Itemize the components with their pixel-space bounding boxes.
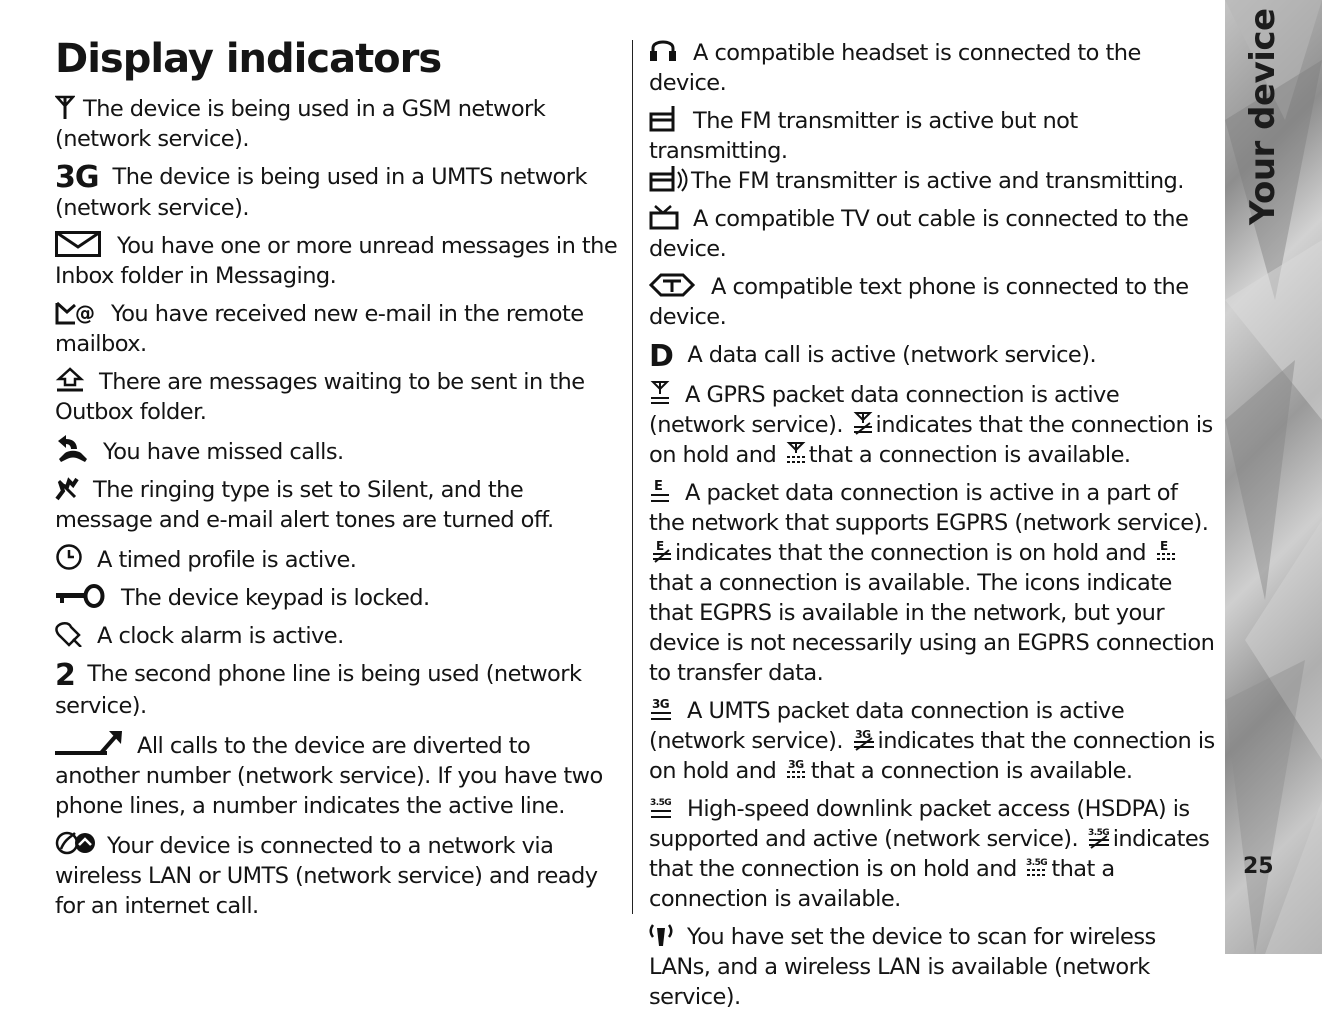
clock-icon [55,543,83,571]
svg-text:E: E [654,479,663,494]
email-at-icon [55,299,97,325]
indicator-text: A GPRS packet data connection is active (network service). [649,382,1120,438]
line-two-icon: 2 [55,658,76,693]
indicator-text: The FM transmitter is active and transmitting. [691,168,1184,194]
page-number: 25 [1243,854,1274,879]
svg-text:E: E [1159,539,1168,553]
indicator-text: indicates that the connection is on hold and [675,540,1146,566]
data-call-icon: D [649,339,674,374]
indicator-text: that a connection is available. [810,758,1133,784]
right-column [649,36,1217,1020]
umts-active-icon [649,696,673,722]
column-divider [632,40,633,914]
indicator-text: High-speed downlink packet access (HSDPA) is supported and active (network service). [649,796,1190,852]
fm-transmitting-icon [649,166,689,192]
indicator-entry [55,621,620,651]
svg-text:3G: 3G [652,697,670,711]
indicator-text: A clock alarm is active. [97,623,344,649]
indicator-text: A compatible headset is connected to the device. [649,40,1141,96]
indicator-text: All calls to the device are diverted to another number (network service). If you have two phone lines, a number indicates the active line. [55,733,603,819]
divert-arrow-icon [55,729,123,757]
indicator-text: You have one or more unread messages in the Inbox folder in Messaging. [55,233,618,289]
indicator-text: indicates that the connection is on hold and [649,412,1213,468]
silent-icon [55,475,79,501]
egprs-hold-icon [651,539,673,563]
wlan-scan-icon [649,922,673,948]
indicator-text: A compatible text phone is connected to the device. [649,274,1189,330]
indicator-text: A timed profile is active. [97,547,357,573]
indicator-text: A data call is active (network service). [687,342,1097,368]
indicator-text: You have missed calls. [103,439,344,465]
indicator-entry [55,162,620,223]
indicator-entry [55,231,620,291]
page-title: Display indicators [55,36,442,82]
svg-text:3G: 3G [854,728,871,741]
indicator-entry [649,340,1217,372]
svg-text:@: @ [75,301,95,325]
missed-call-icon [55,435,89,463]
indicator-text: The FM transmitter is active but not transmitting. [649,108,1078,164]
indicator-entry [55,659,620,721]
indicator-entry-gprs [649,380,1217,470]
umts-hold-icon [852,727,876,751]
indicator-text: The device keypad is locked. [121,585,430,611]
indicator-text: A packet data connection is active in a part of the network that supports EGPRS (network service). [649,480,1209,536]
svg-text:3.5G: 3.5G [1026,858,1048,868]
indicator-entry [55,729,620,821]
svg-text:3G: 3G [787,758,804,771]
svg-text:3.5G: 3.5G [650,798,672,808]
indicator-entry [649,272,1217,332]
indicator-entry-fm [649,106,1217,196]
indicator-entry [649,36,1217,98]
outbox-icon [55,367,85,393]
indicator-text: indicates that the connection is on hold and [649,728,1215,784]
envelope-icon [55,231,101,257]
hsdpa-active-icon [649,794,673,820]
indicator-text: that a connection is available. The icons indicate that EGPRS is available in the network, but your device is not necessarily using an EGPRS connection to transfer data. [649,570,1215,686]
text-phone-icon [649,272,695,298]
headset-icon [649,36,677,64]
indicator-text: A UMTS packet data connection is active (network service). [649,698,1125,754]
indicator-entry [55,299,620,359]
umts-available-icon [785,757,809,781]
section-sidebar [1225,0,1322,954]
gprs-active-icon [649,380,671,406]
key-icon [55,583,105,609]
indicator-text: that a connection is available. [649,856,1115,912]
indicator-text: that a connection is available. [808,442,1131,468]
indicator-text: A compatible TV out cable is connected to the device. [649,206,1189,262]
gsm-antenna-icon [55,94,75,120]
svg-text:E: E [656,539,664,553]
indicator-entry [55,367,620,427]
indicator-text: indicates that the connection is on hold and [649,826,1210,882]
svg-text:3.5G: 3.5G [1087,828,1109,838]
gprs-hold-icon [852,411,874,435]
egprs-active-icon [649,478,671,504]
alarm-icon [55,621,83,647]
hsdpa-available-icon [1025,855,1049,879]
left-column [55,94,620,929]
indicator-entry [55,94,620,154]
indicator-entry [55,583,620,613]
section-tab-title: Your device [1243,8,1283,225]
internet-call-icon [55,829,97,857]
indicator-text: The device is being used in a UMTS network (network service). [55,164,587,221]
indicator-entry [649,922,1217,1012]
egprs-available-icon [1155,539,1177,563]
indicator-entry [55,435,620,467]
indicator-entry-egprs [649,478,1217,688]
indicator-text: The device is being used in a GSM network (network service). [55,96,546,152]
hsdpa-hold-icon [1087,825,1111,849]
indicator-entry [55,543,620,575]
indicator-text: You have received new e-mail in the remote mailbox. [55,301,584,357]
indicator-entry-umts [649,696,1217,786]
tv-out-icon [649,204,679,230]
indicator-text: You have set the device to scan for wireless LANs, and a wireless LAN is available (network service). [649,924,1156,1010]
indicator-text: Your device is connected to a network via wireless LAN or UMTS (network service) and ready for an internet call. [55,833,598,919]
fm-transmitter-icon [649,106,677,132]
indicator-entry [649,204,1217,264]
3g-icon: 3G [55,160,99,195]
indicator-entry [55,475,620,535]
indicator-text: The ringing type is set to Silent, and the message and e-mail alert tones are turned off. [55,477,554,533]
indicator-entry [55,829,620,921]
indicator-text: There are messages waiting to be sent in the Outbox folder. [55,369,585,425]
indicator-entry-hsdpa [649,794,1217,914]
indicator-text: The second phone line is being used (network service). [55,661,582,719]
gprs-available-icon [785,441,807,465]
